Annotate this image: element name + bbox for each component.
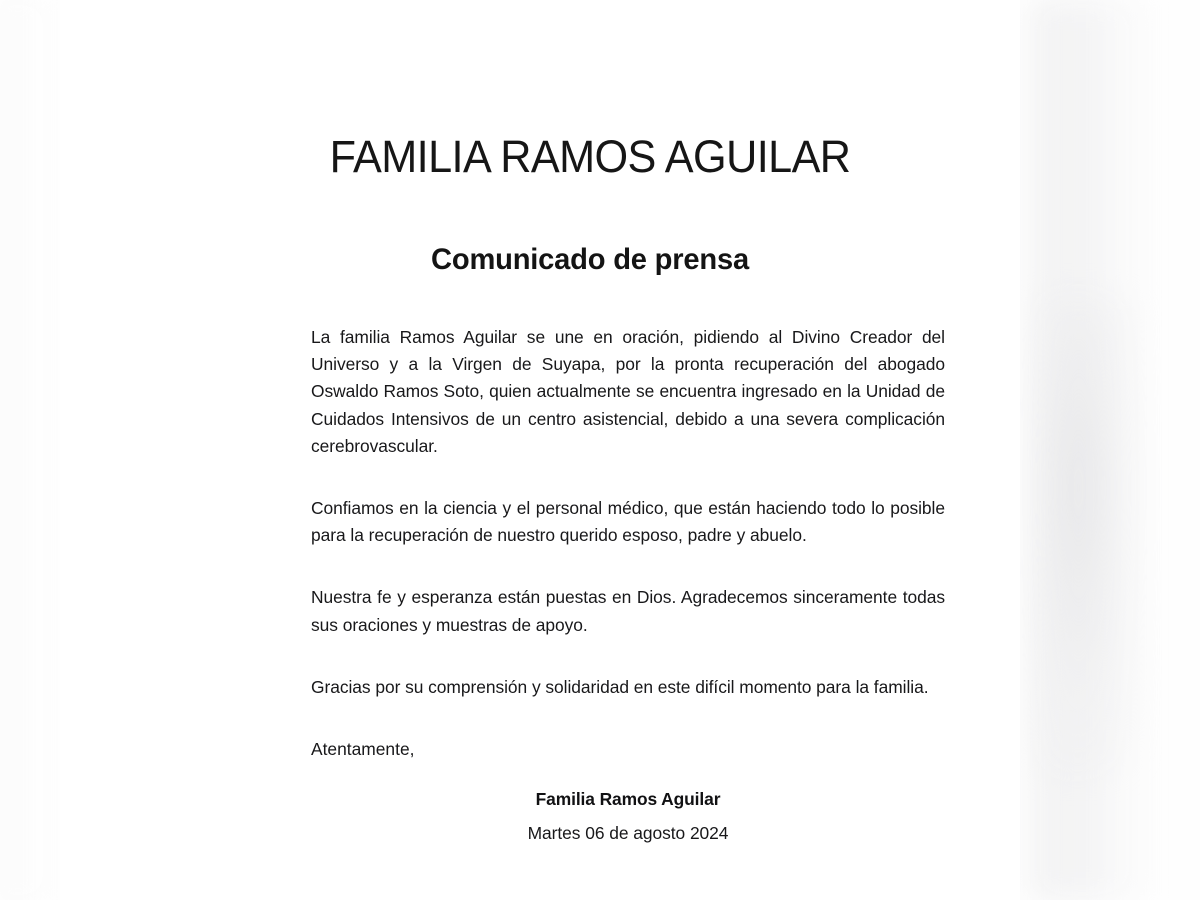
body-paragraph-4: Gracias por su comprensión y solidaridad en este difícil momento para la familia.: [311, 676, 929, 697]
document-sheet: [60, 0, 1020, 900]
body-paragraph-3: Nuestra fe y esperanza están puestas en Dios. Agradecemos sinceramente todas sus oraciones y muestras de apoyo.: [311, 587, 945, 635]
body-paragraph-1: La familia Ramos Aguilar se une en oración, pidiendo al Divino Creador del Universo y a la Virgen de Suyapa, por la pronta recuperación del abogado Oswaldo Ramos Soto, quien actualmente se encuentra ingresado en la Unidad de Cuidados Intensivos de un centro asistencial, debido a una severa complicación cerebrovascular.: [311, 327, 945, 456]
document-subtitle: Comunicado de prensa: [431, 242, 749, 276]
background-blur-right-core: [1040, 300, 1132, 770]
body-paragraph-2: Confiamos en la ciencia y el personal médico, que están haciendo todo lo posible para la recuperación de nuestro querido esposo, padre y abuelo.: [311, 498, 945, 546]
document-body: [311, 324, 945, 813]
closing-salutation: Atentamente,: [311, 739, 415, 760]
page-title: FAMILIA RAMOS AGUILAR: [329, 131, 851, 183]
signature-line: Familia Ramos Aguilar: [535, 789, 721, 810]
document-date: Martes 06 de agosto 2024: [527, 823, 729, 843]
